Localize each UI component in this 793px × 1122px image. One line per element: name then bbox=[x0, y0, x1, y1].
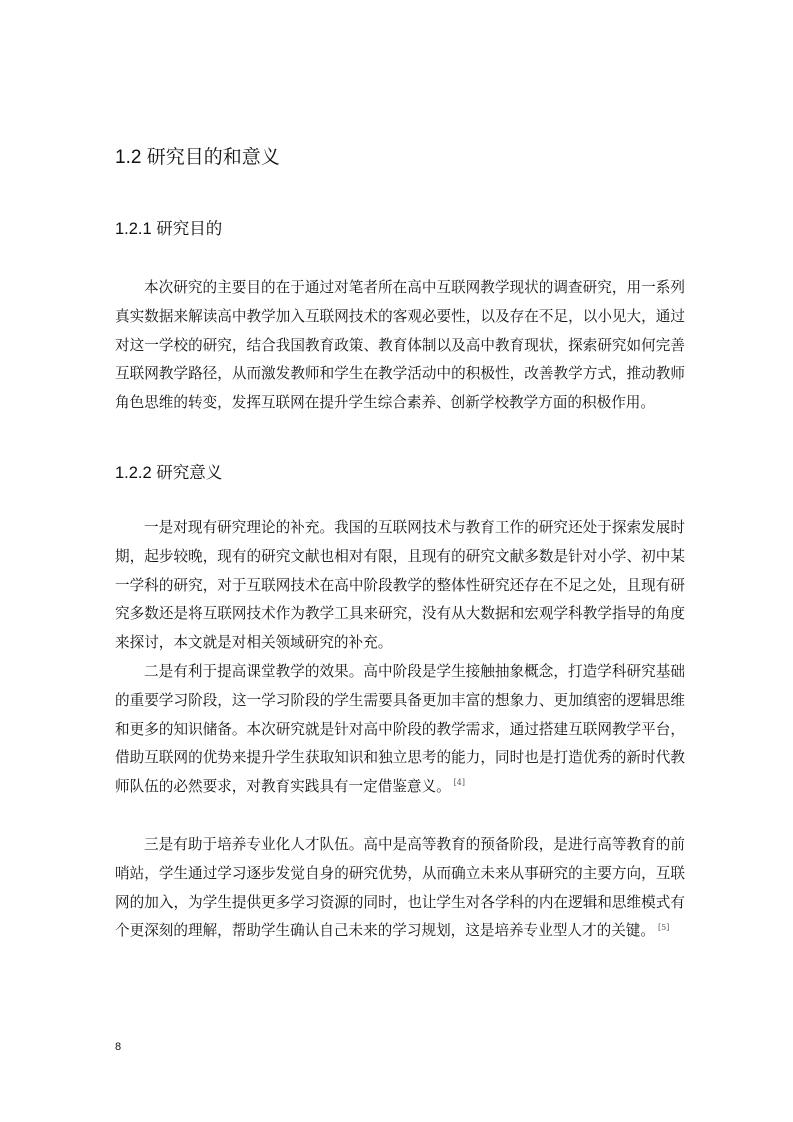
significance-paragraph-2-text: 二是有利于提高课堂教学的效果。高中阶段是学生接触抽象概念，打造学科研究基础的重要学习阶段，这一学习阶段的学生需要具备更加丰富的想象力、更加缜密的逻辑思维和更多的知识储备。本次研究就是针对高中阶段的教学需求，通过搭建互联网教学平台，借助互联网的优势来提升学生获取知识和独立思考的能力，同时也是打造优秀的新时代教师队伍的必然要求，对教育实践具有一定借鉴意义。 bbox=[115, 663, 685, 796]
significance-paragraph-1: 一是对现有研究理论的补充。我国的互联网技术与教育工作的研究还处于探索发展时期，起步较晚，现有的研究文献也相对有限，且现有的研究文献多数是针对小学、初中某一学科的研究，对于互联网技术在高中阶段教学的整体性研究还存在不足之处，且现有研究多数还是将互联网技术作为教学工具来研究，没有从大数据和宏观学科教学指导的角度来探讨，本文就是对相关领域研究的补充。 bbox=[115, 519, 685, 652]
significance-paragraph-2 bbox=[115, 658, 685, 802]
citation-marker: [5] bbox=[657, 922, 670, 932]
citation-marker: [4] bbox=[453, 778, 466, 788]
significance-paragraph-3-text: 三是有助于培养专业化人才队伍。高中是高等教育的预备阶段，是进行高等教育的前哨站，学生通过学习逐步发觉自身的研究优势，从而确立未来从事研究的主要方向，互联网的加入，为学生提供更多学习资源的同时，也让学生对各学科的内在逻辑和思维模式有个更深刻的理解，帮助学生确认自己未来的学习规划，这是培养专业型人才的关键。 bbox=[115, 836, 685, 940]
subsection-heading-purpose: 1.2.1 研究目的 bbox=[115, 220, 223, 238]
subsection-heading-significance: 1.2.2 研究意义 bbox=[115, 464, 223, 482]
significance-paragraph-3 bbox=[115, 831, 685, 946]
page-number: 8 bbox=[115, 1041, 122, 1053]
section-heading: 1.2 研究目的和意义 bbox=[115, 147, 280, 168]
purpose-paragraph: 本次研究的主要目的在于通过对笔者所在高中互联网教学现状的调查研究，用一系列真实数据来解读高中教学加入互联网技术的客观必要性，以及存在不足，以小见大，通过对这一学校的研究，结合我国教育政策、教育体制以及高中教育现状，探索研究如何完善互联网教学路径，从而激发教师和学生在教学活动中的积极性，改善教学方式，推动教师角色思维的转变，发挥互联网在提升学生综合素养、创新学校教学方面的积极作用。 bbox=[115, 279, 685, 412]
